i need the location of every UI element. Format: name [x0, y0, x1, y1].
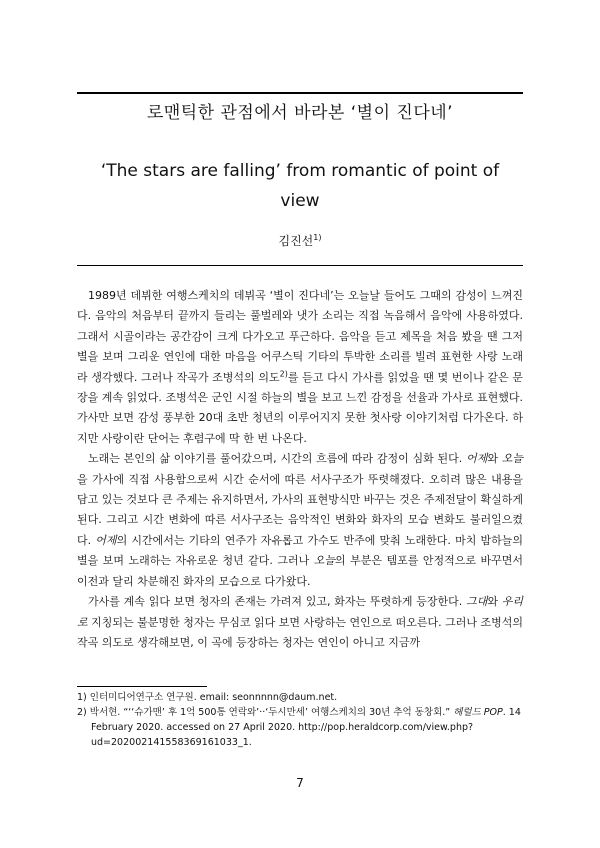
paragraph-1: [77, 286, 523, 449]
paragraph-3-text-3: 지칭되는 불분명한 청자는 무심코 읽다 보면 사랑하는 연인으로 떠오른다. 그러나 조병석의 작곡 의도로 생각해보면, 이 곡에 등장하는 청자는 연인이 아니고 지금까: [77, 615, 523, 649]
paragraph-3-text-2: 와: [487, 595, 502, 609]
emphasis-uri: 우리로: [77, 595, 524, 629]
emphasis-eoje-2: 어제: [95, 533, 117, 547]
footnote-2-text: 2) 박서현. “‘‘슈가맨’ 후 1억 500통 연락와’··‘두시만세’ 여행스케치의 30년 추억 동창회.”: [77, 707, 454, 718]
top-rule: [77, 92, 523, 94]
emphasis-eoje: 어제: [466, 452, 488, 466]
paragraph-3-text-1: 가사를 계속 읽다 보면 청자의 존재는 가려져 있고, 화자는 뚜렷하게 등장한다.: [88, 595, 467, 609]
footnote-ref-2: 2): [279, 368, 288, 378]
title-korean: 로맨틱한 관점에서 바라본 ‘별이 진다네’: [146, 103, 454, 123]
footnote-2: [77, 705, 523, 750]
article-body: [77, 286, 523, 653]
emphasis-oneul-2: 오늘: [313, 554, 336, 568]
footnotes: [77, 690, 523, 750]
footnote-1: 1) 인터미디어연구소 연구원. email: seonnnnn@daum.net.: [77, 692, 338, 703]
footnote-2-source: 헤럴드 POP: [453, 707, 503, 718]
emphasis-geudae: 그대: [466, 595, 488, 609]
author: [0, 232, 600, 249]
paragraph-2-text-2: 와: [487, 452, 502, 466]
author-footnote-ref: 1): [313, 233, 322, 242]
paragraph-2-text-5: 의 부분은 템포를 안정적으로 바꾸면서 이전과 달리 차분해진 화자의 모습으로 다가왔다.: [77, 554, 523, 588]
page-number: 7: [296, 776, 304, 790]
paragraph-1-text-b: 를 듣고 다시 가사를 읽었을 땐 몇 번이나 같은 문장을 계속 읽었다. 조병석은 군인 시절 하늘의 별을 보고 느낀 감정을 선율과 가사로 표현했다. 가사만 보면 감성 풍부한 20대 초반 청년의 이루어지지 못한 첫사랑 이야기처럼 다가온다. 하지만 사랑이란 단어는 후렴구에 딱 한 번 나온다.: [77, 370, 523, 445]
paragraph-2-text-4: 의 시간에서는 기타의 연주가 자유롭고 가수도 반주에 맞춰 노래한다. 마치 밤하늘의 별을 보며 노래하는 자유로운 청년 같다. 그러나: [77, 533, 523, 568]
header-divider: [77, 265, 523, 266]
paragraph-1-text-a: 1989년 데뷔한 여행스케치의 데뷔곡 ‘별이 진다네’는 오늘날 들어도 그때의 감성이 느껴진다. 음악의 처음부터 끝까지 들리는 풀벌레와 냇가 소리는 직접 녹음해서 음악에 사용하였다. 그래서 시골이라는 공간감이 크게 다가오고 푸근하다. 음악을 듣고 제목을 처음 봤을 땐 그저 별을 보며 그리운 연인에 대한 마음을 어쿠스틱 기타의 투박한 소리를 빌려 표현한 사랑 노래라 생각했다. 그러나 작곡가 조병석의 의도: [77, 289, 523, 384]
author-name: 김진선: [278, 234, 314, 248]
paragraph-3: [77, 592, 523, 653]
paragraph-2-text-3: 을 가사에 직접 사용함으로써 시간 순서에 따른 서사구조가 뚜렷해졌다. 오히려 많은 내용을 담고 있는 것보다 큰 주제는 유지하면서, 가사의 표현방식만 바꾸는 것은 주제전달이 확실하게 된다. 그리고 시간 변화에 따른 서사구조는 음악적인 변화와 화자의 모습 변화도 불러일으켰다.: [77, 472, 523, 547]
title-english: ‘The stars are falling’ from romantic of point of view: [100, 161, 500, 211]
footnote-divider: [77, 686, 207, 687]
paragraph-2: [77, 449, 523, 592]
footnote-2-details: . 14 February 2020. accessed on 27 April 2020. http://pop.heraldcorp.com/view.php?ud=202002141558369161033_1.: [91, 707, 521, 748]
paragraph-2-text-1: 노래는 본인의 삶 이야기를 풀어갔으며, 시간의 흐름에 따라 감정이 심화 된다.: [88, 452, 467, 466]
emphasis-oneul: 오늘: [501, 452, 524, 466]
